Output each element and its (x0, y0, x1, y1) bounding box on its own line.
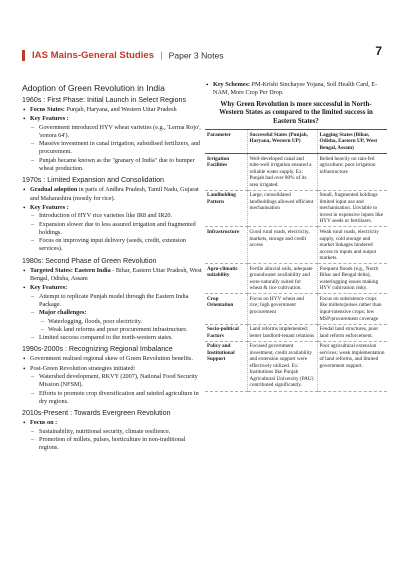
focus-list (30, 428, 202, 453)
list-item: – Massive investment in canal irrigation, subsidised fertilizers, and procurement. (39, 140, 202, 157)
table-row (205, 227, 387, 264)
key-schemes-text: PM-Krishi Sinchayee Yojana, Soil Health Card, E-NAM, More Crop Per Drop. (213, 81, 378, 97)
list-item: • Government realised regional skew of Green Revolution benefits. (30, 355, 202, 363)
section-1960s-list (22, 106, 202, 173)
successful-cell: Focused government investment, credit availability and extension support were effectively utilized. Ex: Institutions like Punjab Agricultural University (PAU) contributed significantly. (247, 341, 317, 391)
key-features-label: Key Features : (30, 203, 69, 211)
list-item: – Watershed development, RKVY (2007), National Food Security Mission (NFSM). (39, 373, 202, 390)
key-schemes-item (213, 81, 387, 98)
list-item: – Limited success compared to the north-western states. (39, 334, 202, 342)
parameter-cell: Policy and Institutional Support (205, 341, 247, 391)
targeted-states-label: Targeted States: Eastern India (30, 266, 111, 274)
list-item: – Efforts to promote crop diversification and rainfed agriculture in dry regions. (39, 390, 202, 407)
table-row (205, 154, 387, 191)
strategies-list (30, 373, 202, 406)
lagging-cell: Frequent floods (e.g., North Bihar and Bengal delta), waterlogging issues making HYV cultivation risky. (317, 264, 387, 294)
table-row (205, 264, 387, 294)
table-row (205, 294, 387, 324)
focus-on-label: Focus on : (30, 419, 58, 427)
key-features-item (30, 204, 202, 254)
successful-cell: Land reforms implemented; better landlord-tenant relations (247, 324, 317, 341)
header-subtitle: Paper 3 Notes (168, 50, 224, 61)
list-item: – Punjab became known as the "granary of India" due to bumper wheat production. (39, 157, 202, 174)
comparison-table (205, 129, 387, 391)
list-item: – Introduction of HYV rice varieties like IR8 and IR20. (39, 212, 202, 220)
table-row (205, 324, 387, 341)
table-row (205, 341, 387, 391)
section-heading-1990s: 1990s-2000s : Recognizing Regional Imbalance (22, 345, 173, 354)
header-title: IAS Mains-General Studies (32, 49, 155, 61)
feature-list (30, 124, 202, 174)
section-heading-2010s: 2010s-Present : Towards Evergreen Revolution (22, 409, 171, 418)
strategies-item (30, 365, 202, 406)
focus-on-item (30, 419, 202, 452)
key-features-label: Key Features : (30, 115, 69, 123)
section-heading-1970s: 1970s : Limited Expansion and Consolidation (22, 176, 164, 185)
page-number: 7 (375, 44, 382, 58)
main-title: Adoption of Green Revolution in India (22, 83, 165, 93)
list-item: – Waterlogging, floods, poor electricity. (48, 318, 202, 326)
successful-cell: Fertile alluvial soils, adequate groundwater availability and were naturally suited for wheat & rice cultivation. (247, 264, 317, 294)
gradual-adoption-label: Gradual adoption (30, 186, 78, 194)
column-header: Successful States (Punjab, Haryana, Western UP) (247, 130, 317, 154)
parameter-cell: Irrigation Facilities (205, 154, 247, 191)
lagging-cell: Weak rural roads, electricity supply, cold storage and market linkages hindered access to inputs and output markets. (317, 227, 387, 264)
lagging-cell: Feudal land structures, poor land reform enforcement. (317, 324, 387, 341)
gradual-adoption-item (30, 186, 202, 203)
section-2010s-list (22, 419, 202, 452)
schemes-list (205, 81, 387, 98)
table-header-row (205, 130, 387, 154)
accent-bar (22, 50, 25, 61)
parameter-cell: Crop Orientation (205, 294, 247, 324)
challenges-list (39, 318, 202, 335)
key-schemes-label: Key Schemes: (213, 81, 250, 88)
section-heading-1980s: 1980s: Second Phase of Green Revolution (22, 256, 157, 265)
comparison-question: Why Green Revolution is more successful in North-Western States as compared to the limited success in Eastern States? (219, 100, 373, 125)
section-1980s-list (22, 267, 202, 343)
focus-states-text: Punjab, Haryana, and Western Uttar Pradesh (64, 106, 177, 113)
gradual-adoption-text: in parts of Andhra Pradesh, Tamil Nadu, Gujarat and Maharashtra (mostly for rice). (30, 186, 199, 202)
feature-list (30, 293, 202, 343)
targeted-states-text: - Bihar, Eastern Uttar Pradesh, West Bengal, Odisha, Assam (30, 266, 202, 283)
column-header: Parameter (205, 130, 247, 154)
key-features-label: Key Features: (30, 284, 68, 292)
section-1990s-list (22, 355, 202, 406)
table-row (205, 190, 387, 227)
list-item: – Sustainability, nutritional security, climate resilience. (39, 428, 202, 436)
successful-cell: Good rural roads, electricity, markets, storage and credit access (247, 227, 317, 264)
parameter-cell: Agro-climatic suitability (205, 264, 247, 294)
left-column (22, 83, 202, 453)
list-item: – Expansion slower due to less assured irrigation and fragmented holdings. (39, 221, 202, 238)
right-column (205, 81, 387, 392)
parameter-cell: Landholding Pattern (205, 190, 247, 227)
parameter-cell: Socio-political Factors (205, 324, 247, 341)
parameter-cell: Infrastructure (205, 227, 247, 264)
lagging-cell: Relied heavily on rain-fed agriculture; poor irrigation infrastructure (317, 154, 387, 191)
successful-cell: Well-developed canal and tube-well irrigation ensured a reliable water supply. Ex: Punjab had over 80% of its area irrigated. (247, 154, 317, 191)
targeted-states-item (30, 267, 202, 284)
challenges-item (39, 309, 202, 334)
key-features-item (30, 284, 202, 342)
list-item: – Weak land reforms and poor procurement infrastructure. (48, 326, 202, 334)
challenges-label: Major challenges: (39, 309, 87, 317)
key-features-item (30, 115, 202, 173)
focus-states-item (30, 106, 202, 114)
section-heading-1960s: 1960s : First Phase: Initial Launch in Select Regions (22, 96, 187, 104)
column-header: Lagging States (Bihar, Odisha, Eastern UP, West Bengal, Assam) (317, 130, 387, 154)
header-separator: | (160, 49, 163, 61)
lagging-cell: Poor agricultural extension services; weak implementation of land reforms, and limited government support. (317, 341, 387, 391)
list-item: – Government introduced HYV wheat varieties (e.g., 'Lerma Rojo', 'sonora 64'). (39, 124, 202, 141)
successful-cell: Focus on HYV wheat and rice; high government procurement (247, 294, 317, 324)
lagging-cell: Small, fragmented holdings limited input use and mechanisation. Unviable to invest in expensive inputs like HYV seeds or fertilizers. (317, 190, 387, 227)
list-item: – Attempt to replicate Punjab model through the Eastern India Package. (39, 293, 202, 310)
page-header (22, 46, 382, 60)
feature-list (30, 212, 202, 253)
focus-states-label: Focus States: (30, 106, 65, 113)
section-1970s-list (22, 186, 202, 253)
list-item: – Focus on improving input delivery (seeds, credit, extension services). (39, 237, 202, 254)
lagging-cell: Focus on subsistence crops like millets/pulses rather than input-intensive crops; low MSP/procurement coverage (317, 294, 387, 324)
successful-cell: Large, consolidated landholdings allowed efficient mechanisation (247, 190, 317, 227)
strategies-text: Post-Green Revolution strategies initiated: (30, 364, 136, 372)
list-item: – Promotion of millets, pulses, horticulture in non-traditional regions. (39, 436, 202, 453)
